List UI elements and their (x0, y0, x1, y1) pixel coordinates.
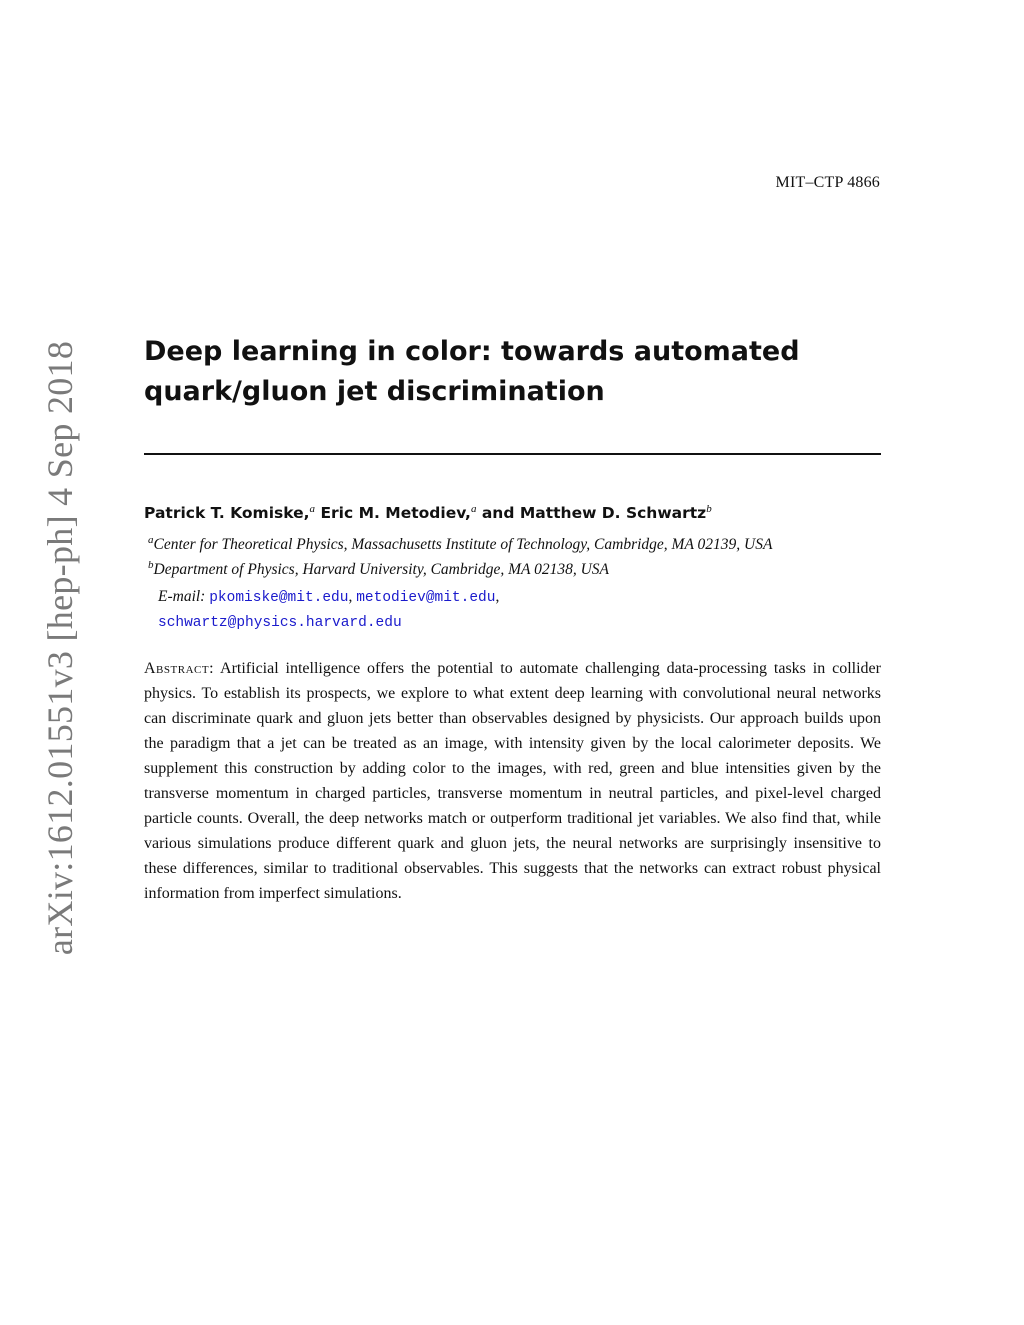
author-affil-mark: a (309, 502, 316, 515)
report-number: MIT–CTP 4866 (775, 174, 880, 191)
abstract (144, 656, 881, 906)
author-affil-mark: a (470, 502, 477, 515)
email-line (158, 613, 402, 631)
author-name: Eric M. Metodiev, (320, 504, 471, 522)
affiliation-mark: a (148, 533, 154, 546)
email-link[interactable]: schwartz@physics.harvard.edu (158, 615, 402, 631)
email-label: E-mail: (158, 588, 206, 605)
author-name: and Matthew D. Schwartz (481, 504, 707, 522)
affiliation-b (148, 558, 609, 579)
email-link[interactable]: pkomiske@mit.edu (209, 590, 349, 606)
paper-title: Deep learning in color: towards automated quark/gluon jet discrimination (144, 336, 800, 407)
affiliation-text: Department of Physics, Harvard University, Cambridge, MA 02138, USA (153, 561, 609, 578)
affiliation-a (148, 533, 773, 554)
author-name: Patrick T. Komiske, (144, 504, 310, 522)
affiliation-text: Center for Theoretical Physics, Massachusetts Institute of Technology, Cambridge, MA 02139, USA (153, 536, 773, 553)
author-affil-mark: b (706, 502, 712, 515)
author-list (144, 504, 712, 522)
arxiv-stamp: arXiv:1612.01551v3 [hep-ph] 4 Sep 2018 (40, 340, 80, 956)
affiliation-mark: b (148, 558, 154, 571)
title-rule (144, 453, 881, 455)
email-line: E-mail: pkomiske@mit.edu, metodiev@mit.edu, (158, 588, 500, 606)
email-link[interactable]: metodiev@mit.edu (356, 590, 496, 606)
abstract-label: Abstract: (144, 660, 215, 677)
abstract-text: Artificial intelligence offers the potential to automate challenging data-processing tasks in collider physics. To establish its prospects, we explore to what extent deep learning with convolutional neural networks can discriminate quark and gluon jets better than observables designed by physicists. Our approach builds upon the paradigm that a jet can be treated as an image, with intensity given by the local calorimeter deposits. We supplement this construction by adding color to the images, with red, green and blue intensities given by the transverse momentum in charged particles, transverse momentum in neutral particles, and pixel-level charged particle counts. Overall, the deep networks match or outperform traditional jet variables. We also find that, while various simulations produce different quark and gluon jets, the neural networks are surprisingly insensitive to these differences, similar to traditional observables. This suggests that the networks can extract robust physical information from imperfect simulations. (144, 660, 881, 902)
